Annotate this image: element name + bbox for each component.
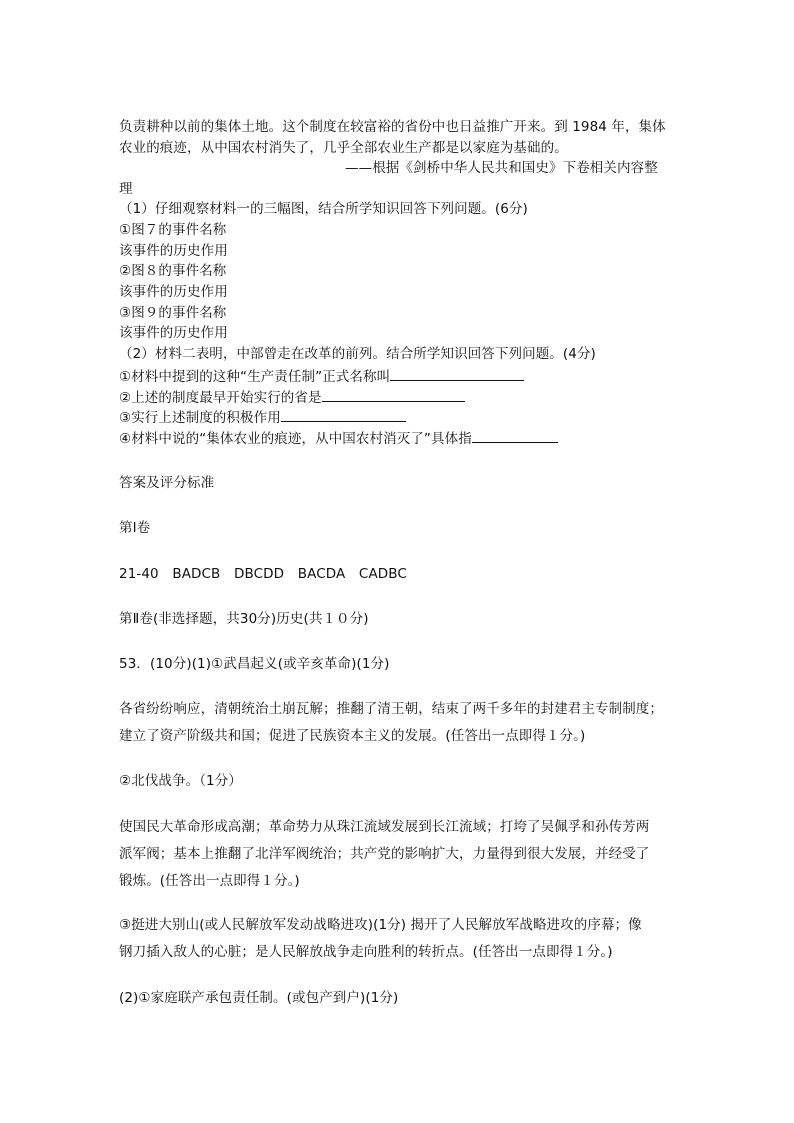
question-2-item: [119, 387, 465, 407]
question-1-item: 该事件的历史作用: [119, 284, 228, 300]
question-2-item-text: ③实行上述制度的积极作用: [119, 410, 281, 426]
question-1-item: ①图７的事件名称: [119, 222, 227, 238]
answer-paragraph-line: 使国民大革命形成高潮；革命势力从珠江流域发展到长江流域；打垮了吴佩孚和孙传芳两: [119, 819, 650, 835]
question-2-item-text: ②上述的制度最早开始实行的省是: [119, 390, 322, 406]
multiple-choice-answers: 21-40 BADCB DBCDD BACDA CADBC: [119, 566, 407, 582]
answer-paragraph-line: 锻炼。(任答出一点即得１分。): [119, 873, 300, 889]
question-2-item: [119, 407, 406, 427]
answer-paragraph-line: 钢刀插入敌人的心脏；是人民解放战争走向胜利的转折点。(任答出一点即得１分。): [119, 944, 613, 960]
answer-blank: [322, 387, 465, 402]
question-1-item: 该事件的历史作用: [119, 325, 228, 341]
material-text-line: 农业的痕迹，从中国农村消失了，几乎全部农业生产都是以家庭为基础的。: [119, 140, 568, 156]
part-2-heading: 第Ⅱ卷(非选择题，共30分)历史(共１０分): [119, 611, 369, 627]
question-1-item: ③图９的事件名称: [119, 305, 227, 321]
question-2-item-text: ④材料中说的“集体农业的痕迹，从中国农村消灭了”具体指: [119, 431, 472, 447]
material-source: ——根据《剑桥中华人民共和国史》下卷相关内容整: [345, 160, 658, 176]
question-2-item: [119, 366, 524, 386]
answer-blank: [472, 428, 558, 443]
question-1-item: 该事件的历史作用: [119, 243, 228, 259]
answer-paragraph-line: 派军阀；基本上推翻了北洋军阀统治；共产党的影响扩大，力量得到很大发展，并经受了: [119, 846, 650, 862]
answer-paragraph-line: (2)①家庭联产承包责任制。(或包产到户)(1分): [119, 990, 399, 1006]
part-1-heading: 第Ⅰ卷: [119, 520, 151, 536]
answer-paragraph-line: 各省纷纷响应，清朝统治土崩瓦解；推翻了清王朝，结束了两千多年的封建君主专制制度；: [119, 701, 663, 717]
material-source-cont: 理: [119, 181, 133, 197]
question-2-item-text: ①材料中提到的这种“生产责任制”正式名称叫: [119, 369, 391, 385]
question-53-answer: 53．(10分)(1)①武昌起义(或辛亥革命)(1分): [119, 656, 390, 672]
answer-blank: [281, 407, 406, 422]
answer-blank: [390, 366, 524, 381]
question-1-prompt: （1）仔细观察材料一的三幅图，结合所学知识回答下列问题。(6分): [119, 201, 528, 217]
question-1-item: ②图８的事件名称: [119, 263, 227, 279]
answer-paragraph-line: 建立了资产阶级共和国；促进了民族资本主义的发展。(任答出一点即得１分。): [119, 728, 586, 744]
answers-heading: 答案及评分标准: [119, 475, 215, 491]
answer-paragraph-line: ②北伐战争。（1分）: [119, 773, 242, 789]
answer-paragraph-line: ③挺进大别山(或人民解放军发动战略进攻)(1分) 揭开了人民解放军战略进攻的序幕；像: [119, 917, 642, 933]
question-2-item: [119, 428, 558, 448]
material-text-line: 负责耕种以前的集体土地。这个制度在较富裕的省份中也日益推广开来。到 1984 年，集体: [119, 119, 666, 135]
question-2-prompt: （2）材料二表明，中部曾走在改革的前列。结合所学知识回答下列问题。(4分): [119, 346, 596, 362]
